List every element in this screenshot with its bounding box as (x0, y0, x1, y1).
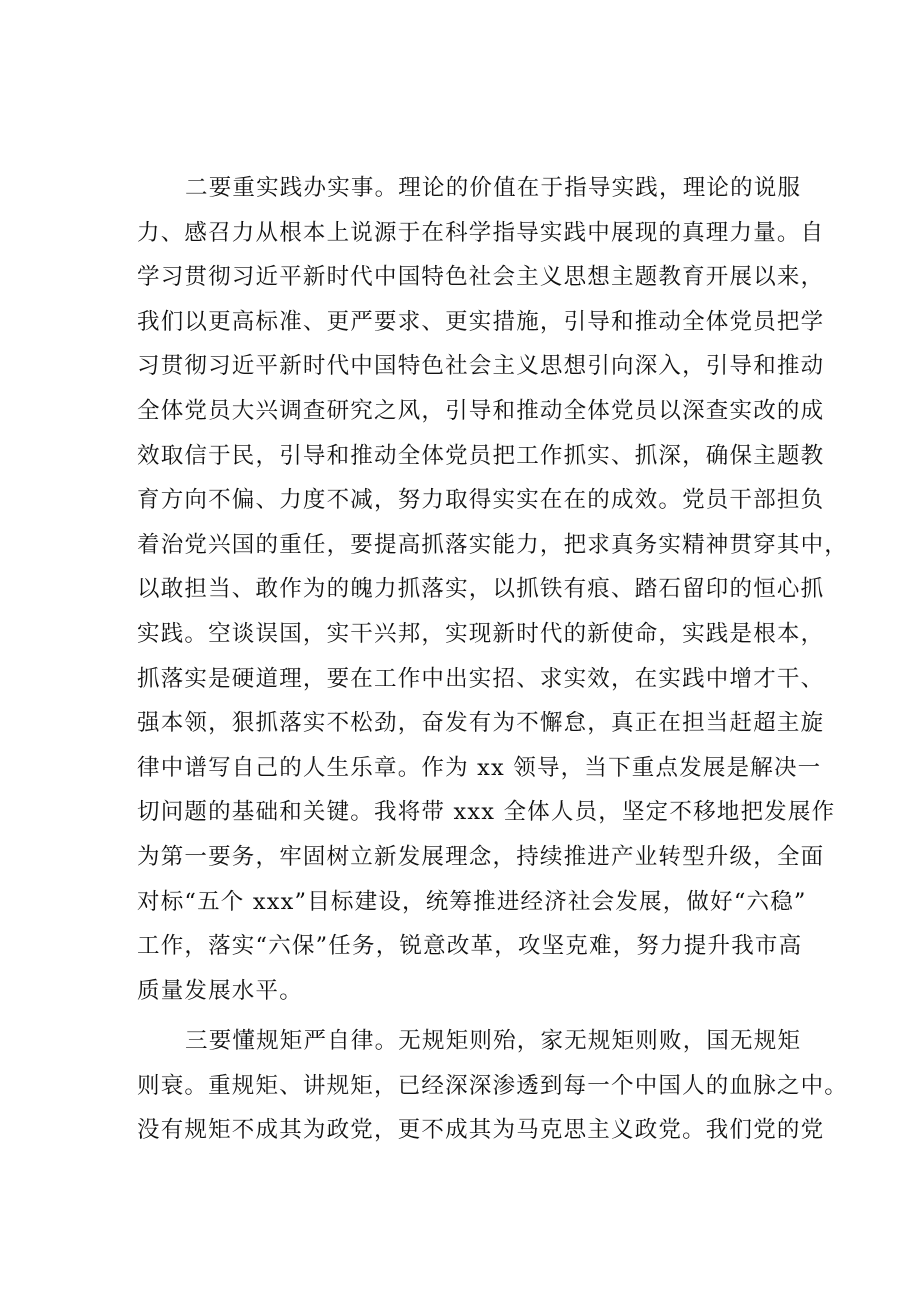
paragraph-line: 习贯彻习近平新时代中国特色社会主义思想引向深入，引导和推动 (137, 353, 825, 380)
paragraph-line: 效取信于民，引导和推动全体党员把工作抓实、抓深，确保主题教 (137, 442, 825, 469)
document-body (137, 166, 849, 1153)
paragraph-line: 抓落实是硬道理，要在工作中出实招、求实效，在实践中增才干、 (137, 665, 825, 692)
paragraph-line: 没有规矩不成其为政党，更不成其为马克思主义政党。我们党的党 (137, 1117, 825, 1144)
paragraph-line: 我们以更高标准、更严要求、更实措施，引导和推动全体党员把学 (137, 308, 825, 335)
paragraph-line: 以敢担当、敢作为的魄力抓落实，以抓铁有痕、踏石留印的恒心抓 (137, 576, 825, 603)
paragraph-line: 学习贯彻习近平新时代中国特色社会主义思想主题教育开展以来， (137, 264, 825, 291)
paragraph-line: 切问题的基础和关键。我将带 xxx 全体人员，坚定不移地把发展作 (137, 799, 836, 826)
paragraph-line: 三要懂规矩严自律。无规矩则殆，家无规矩则败，国无规矩 (185, 1028, 802, 1055)
paragraph-line: 育方向不偏、力度不减，努力取得实实在在的成效。党员干部担负 (137, 487, 825, 514)
paragraph-line: 质量发展水平。 (137, 977, 303, 1004)
paragraph-line: 则衰。重规矩、讲规矩，已经深深渗透到每一个中国人的血脉之中。 (137, 1072, 849, 1099)
paragraph-2 (137, 166, 849, 1013)
paragraph-line: 强本领，狠抓落实不松劲，奋发有为不懈怠，真正在担当赶超主旋 (137, 710, 825, 737)
paragraph-line: 全体党员大兴调查研究之风，引导和推动全体党员以深查实改的成 (137, 397, 825, 424)
paragraph-line: 着治党兴国的重任，要提高抓落实能力，把求真务实精神贯穿其中， (137, 531, 849, 558)
paragraph-line: 为第一要务，牢固树立新发展理念，持续推进产业转型升级，全面 (137, 843, 825, 870)
paragraph-line: 实践。空谈误国，实干兴邦，实现新时代的新使命，实践是根本， (137, 620, 825, 647)
paragraph-3 (137, 1019, 849, 1153)
paragraph-line: 对标“五个 xxx”目标建设，统筹推进经济社会发展，做好“六稳” (137, 888, 807, 915)
paragraph-line: 二要重实践办实事。理论的价值在于指导实践，理论的说服 (185, 175, 802, 201)
paragraph-line: 力、感召力从根本上说源于在科学指导实践中展现的真理力量。自 (137, 219, 825, 246)
paragraph-line: 律中谱写自己的人生乐章。作为 xx 领导，当下重点发展是解决一 (137, 754, 822, 781)
paragraph-line: 工作，落实“六保”任务，锐意改革，攻坚克难，努力提升我市高 (137, 933, 803, 960)
